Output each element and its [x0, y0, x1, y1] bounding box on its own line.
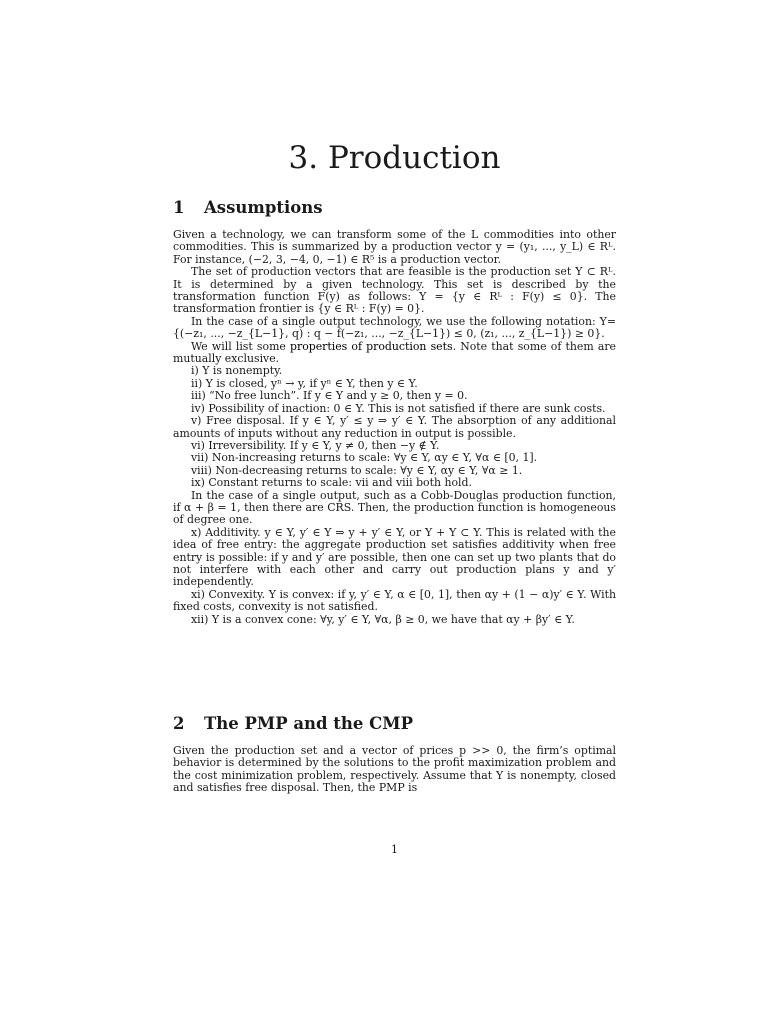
- section-title: The PMP and the CMP: [204, 714, 413, 733]
- section-number: 1: [173, 198, 185, 217]
- paragraph: The set of production vectors that are feasible is the production set Y ⊂ Rᴸ. It is determined by a given technology. This set is described by the transformation function F(y) as follows: Y = {y ∈ Rᴸ : F(y) ≤ 0}. The transformation frontier is {y ∈ Rᴸ : F(y) = 0}.: [173, 265, 616, 316]
- text-run: . Note that some of them are mutually exclusive.: [173, 339, 616, 366]
- page-title: 3. Production: [288, 140, 501, 176]
- property-item: viii) Non-decreasing returns to scale: ∀y ∈ Y, αy ∈ Y, ∀α ≥ 1.: [191, 463, 523, 477]
- property-item: vi) Irreversibility. If y ∈ Y, y ≠ 0, then −y ∉ Y.: [191, 438, 440, 452]
- property-item: i) Y is nonempty.: [191, 364, 283, 378]
- section-1-body: [173, 229, 616, 626]
- property-item: xi) Convexity. Y is convex: if y, y′ ∈ Y, α ∈ [0, 1], then αy + (1 − α)y′ ∈ Y. With fixed costs, convexity is not satisfied.: [173, 587, 616, 614]
- section-number: 2: [173, 714, 185, 733]
- paragraph: Given the production set and a vector of prices p >> 0, the firm’s optimal behavior is determined by the solutions to the profit maximization problem and the cost minimization problem, respectively. Assume that Y is nonempty, closed and satisfies free disposal. Then, the PMP is: [173, 744, 616, 795]
- section-2-body: [173, 745, 616, 795]
- property-item: v) Free disposal. If y ∈ Y, y′ ≤ y ⇒ y′ ∈ Y. The absorption of any additional amounts of inputs without any reduction in output is possible.: [173, 414, 616, 440]
- page-number: 1: [391, 843, 398, 856]
- section-heading-2: [173, 714, 413, 733]
- property-item: iii) “No free lunch”. If y ∈ Y and y ≥ 0, then y = 0.: [191, 389, 468, 403]
- highlighted-phrase: properties of production sets: [290, 339, 453, 353]
- section-title: Assumptions: [204, 198, 323, 217]
- property-item: xii) Y is a convex cone: ∀y, y′ ∈ Y, ∀α, β ≥ 0, we have that αy + βy′ ∈ Y.: [191, 612, 575, 626]
- text-run: We will list some: [191, 339, 291, 353]
- property-item: ii) Y is closed, yⁿ → y, if yⁿ ∈ Y, then y ∈ Y.: [191, 376, 418, 390]
- paragraph: In the case of a single output technology, we use the following notation: Y= {(−z₁, ..., −z_{L−1}, q) : q − f(−z₁, ..., −z_{L−1}) ≤ 0, (z₁, ..., z_{L−1}) ≥ 0}.: [173, 314, 616, 341]
- paragraph: In the case of a single output, such as a Cobb-Douglas production function, if α + β = 1, then there are CRS. Then, the production function is homogeneous of degree one.: [173, 488, 616, 527]
- paragraph: [173, 341, 616, 366]
- property-item: vii) Non-increasing returns to scale: ∀y ∈ Y, αy ∈ Y, ∀α ∈ [0, 1].: [191, 451, 538, 465]
- property-item: iv) Possibility of inaction: 0 ∈ Y. This is not satisfied if there are sunk costs.: [191, 401, 606, 415]
- document-page: [173, 0, 616, 1024]
- section-heading-1: [173, 198, 323, 217]
- property-item: ix) Constant returns to scale: vii and viii both hold.: [191, 476, 472, 490]
- paragraph: Given a technology, we can transform some of the L commodities into other commodities. This is summarized by a production vector y = (y₁, ..., y_L) ∈ Rᴸ. For instance, (−2, 3, −4, 0, −1) ∈ R⁵ is a production vector.: [173, 228, 616, 266]
- property-item: x) Additivity. y ∈ Y, y′ ∈ Y ⇒ y + y′ ∈ Y, or Y + Y ⊂ Y. This is related with the idea of free entry: the aggregate production set satisfies additivity when free entry is possible: if y and y′ are possible, then one can set up two plants that do not interfere with each other and carry out production plans y and y′ independently.: [173, 525, 616, 589]
